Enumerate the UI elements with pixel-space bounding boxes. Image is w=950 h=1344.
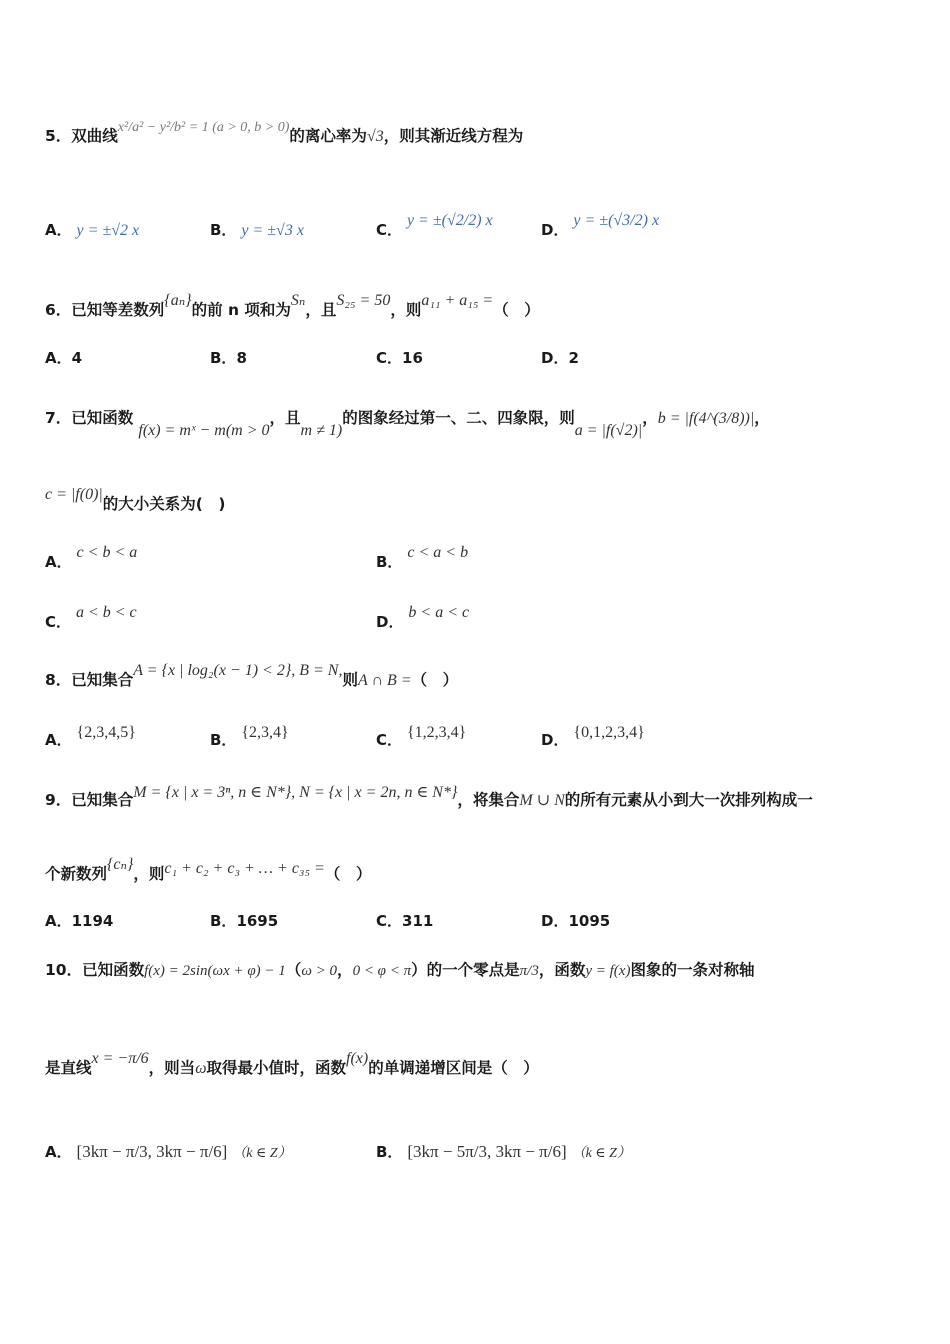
option-value: 8 [236, 349, 247, 367]
option-value: c < a < b [407, 544, 469, 561]
q10-mid7: 取得最小值时，函数 [206, 1059, 346, 1077]
option-letter: B． [210, 731, 237, 749]
q7-a-def: a = |f(√2)| [574, 422, 643, 439]
option-value: {2,3,4,5} [76, 724, 136, 741]
q5-prefix: 5．双曲线 [45, 127, 118, 145]
option-value: 4 [71, 349, 83, 367]
option-value: {1,2,3,4} [406, 724, 467, 741]
question-8-stem [45, 662, 459, 691]
q10-mid3: ）的一个零点是 [411, 961, 520, 979]
q7-option-c[interactable] [45, 604, 137, 633]
q8-intersection: A ∩ B = [358, 672, 412, 689]
q7-suffix: 的大小关系为( ) [102, 495, 226, 513]
q9-mid: ，将集合 [457, 791, 520, 809]
q6-option-c[interactable] [376, 348, 423, 368]
q8-set-def: A = {x | log₂(x − 1) < 2}, B = N, [133, 662, 343, 679]
option-value: y = ±√2 x [76, 222, 140, 239]
q7-option-d[interactable] [376, 604, 470, 633]
q9-sets: M = {x | x = 3ⁿ, n ∈ N*}, N = {x | x = 2n, n ∈ N*} [133, 784, 458, 801]
q5-option-a[interactable] [45, 220, 139, 241]
q8-mid: 则 [342, 671, 358, 689]
q8-option-a[interactable] [45, 724, 136, 751]
option-value: 1194 [71, 912, 114, 930]
q7-sep: ， [642, 409, 658, 427]
option-letter: C． [376, 221, 403, 239]
q10-paren-open: （ [285, 961, 302, 979]
q10-mid6: ，则当 [148, 1059, 196, 1077]
q10-option-a[interactable] [45, 1142, 292, 1164]
q5-suffix: ，则其渐近线方程为 [383, 127, 524, 145]
question-6-stem [45, 292, 540, 321]
option-letter: A． [45, 731, 72, 749]
q7-option-a[interactable] [45, 544, 138, 573]
question-7-stem [45, 408, 770, 439]
q5-option-c[interactable] [376, 212, 493, 241]
q6-option-a[interactable] [45, 348, 82, 368]
q5-option-b[interactable] [210, 220, 304, 241]
option-value: 1695 [236, 912, 279, 930]
q6-prefix: 6．已知等差数列 [45, 301, 165, 319]
q9-line2-prefix: 个新数列 [45, 865, 108, 883]
option-letter: B． [376, 553, 403, 571]
q6-mid3: ，则 [390, 301, 422, 319]
option-letter: D． [541, 349, 569, 367]
q10-zero: π/3 [519, 963, 539, 979]
question-9-stem [45, 784, 813, 811]
question-5-stem [45, 120, 524, 148]
q9-mid3: ，则 [133, 865, 165, 883]
q8-option-c[interactable] [376, 724, 467, 751]
q7-b-def: b = |f(4^(3/8))| [657, 410, 755, 427]
q6-option-b[interactable] [210, 348, 247, 368]
option-letter: D． [376, 613, 404, 631]
option-letter: C． [45, 613, 72, 631]
option-value: c < b < a [76, 544, 138, 561]
q6-sum-symbol: Sₙ [290, 292, 306, 309]
option-letter: C． [376, 912, 403, 930]
q5-hyperbola-equation: x²/a² − y²/b² = 1 (a > 0, b > 0) [117, 120, 290, 135]
option-letter: D． [541, 221, 569, 239]
option-value: 2 [568, 349, 579, 367]
q6-target: a₁₁ + a₁₅ = [421, 292, 494, 309]
q9-suffix: （ ） [324, 865, 372, 883]
option-letter: B． [210, 349, 237, 367]
q8-prefix: 8．已知集合 [45, 671, 134, 689]
q10-function: f(x) = 2sin(ωx + φ) − 1 [144, 963, 286, 979]
q10-omega: ω [195, 1060, 207, 1077]
option-value: {2,3,4} [241, 724, 289, 741]
question-10-stem-line2 [45, 1050, 539, 1079]
option-letter: C． [376, 349, 403, 367]
q10-option-b[interactable] [376, 1142, 631, 1164]
q7-option-b[interactable] [376, 544, 469, 573]
q9-option-d[interactable] [541, 911, 610, 931]
q7-mid: ，且 [269, 409, 301, 427]
q5-eccentricity: √3 [366, 128, 384, 145]
q10-omega-cond: ω > 0 [301, 963, 338, 979]
q10-mid4: ，函数 [538, 961, 586, 979]
question-9-stem-line2 [45, 856, 372, 885]
option-value: y = ±(√2/2) x [406, 212, 493, 229]
q9-sequence: {cₙ} [107, 856, 134, 873]
q6-mid: 的前 n 项和为 [191, 301, 291, 319]
option-letter: D． [541, 731, 569, 749]
q6-option-d[interactable] [541, 348, 579, 368]
q6-mid2: ，且 [305, 301, 337, 319]
q8-suffix: （ ） [411, 671, 459, 689]
q10-prefix: 10．已知函数 [45, 961, 145, 979]
q10-suffix: 的单调递增区间是（ ） [368, 1059, 539, 1077]
option-letter: B． [376, 1143, 403, 1161]
option-letter: A． [45, 1143, 72, 1161]
option-value: [3kπ − 5π/3, 3kπ − π/6] [407, 1142, 567, 1161]
question-7-stem-line2 [45, 486, 226, 515]
q10-line2-prefix: 是直线 [45, 1059, 92, 1077]
q9-option-b[interactable] [210, 911, 278, 931]
q7-sep2: ， [754, 409, 770, 427]
option-condition: （k ∈ Z） [232, 1146, 292, 1161]
q10-fx: f(x) [346, 1050, 369, 1067]
q6-s25: S₂₅ = 50 [336, 292, 391, 309]
q10-y-func: y = f(x) [585, 963, 631, 979]
option-value: [3kπ − π/3, 3kπ − π/6] [76, 1142, 228, 1161]
q9-union: M ∪ N [519, 792, 565, 809]
option-value: y = ±√3 x [241, 222, 304, 239]
option-value: 311 [402, 912, 434, 930]
q7-c-def: c = |f(0)| [45, 486, 103, 503]
q7-condition: m ≠ 1) [300, 422, 343, 439]
q7-function: f(x) = mˣ − m(m > 0 [138, 422, 270, 439]
option-value: {0,1,2,3,4} [573, 724, 645, 741]
option-letter: A． [45, 912, 72, 930]
option-letter: B． [210, 912, 237, 930]
q9-mid2: 的所有元素从小到大一次排列构成一 [564, 791, 813, 809]
option-letter: A． [45, 349, 72, 367]
q10-comma: ， [337, 961, 353, 979]
q10-axis: x = −π/6 [91, 1050, 149, 1067]
option-condition: （k ∈ Z） [571, 1146, 631, 1161]
q10-mid5: 图象的一条对称轴 [630, 961, 755, 979]
option-letter: B． [210, 221, 237, 239]
q9-option-c[interactable] [376, 911, 433, 931]
option-value: a < b < c [75, 604, 137, 621]
q6-suffix: （ ） [493, 301, 540, 319]
option-letter: A． [45, 553, 72, 571]
option-value: b < a < c [408, 604, 470, 621]
option-letter: C． [376, 731, 403, 749]
q10-phi-cond: 0 < φ < π [352, 963, 412, 979]
option-value: 16 [402, 349, 423, 367]
q7-prefix: 7．已知函数 [45, 409, 134, 427]
q6-sequence: {aₙ} [164, 292, 192, 309]
q5-option-d[interactable] [541, 212, 660, 241]
q9-option-a[interactable] [45, 911, 113, 931]
option-letter: D． [541, 912, 569, 930]
q8-option-d[interactable] [541, 724, 645, 751]
q7-mid2: 的图象经过第一、二、四象限，则 [342, 409, 575, 427]
q8-option-b[interactable] [210, 724, 289, 751]
option-value: 1095 [568, 912, 611, 930]
q9-sum: c₁ + c₂ + c₃ + … + c₃₅ = [164, 860, 325, 877]
q9-prefix: 9．已知集合 [45, 791, 134, 809]
option-value: y = ±(√3/2) x [573, 212, 660, 229]
question-10-stem [45, 960, 754, 981]
option-letter: A． [45, 221, 72, 239]
q5-mid: 的离心率为 [289, 127, 367, 145]
